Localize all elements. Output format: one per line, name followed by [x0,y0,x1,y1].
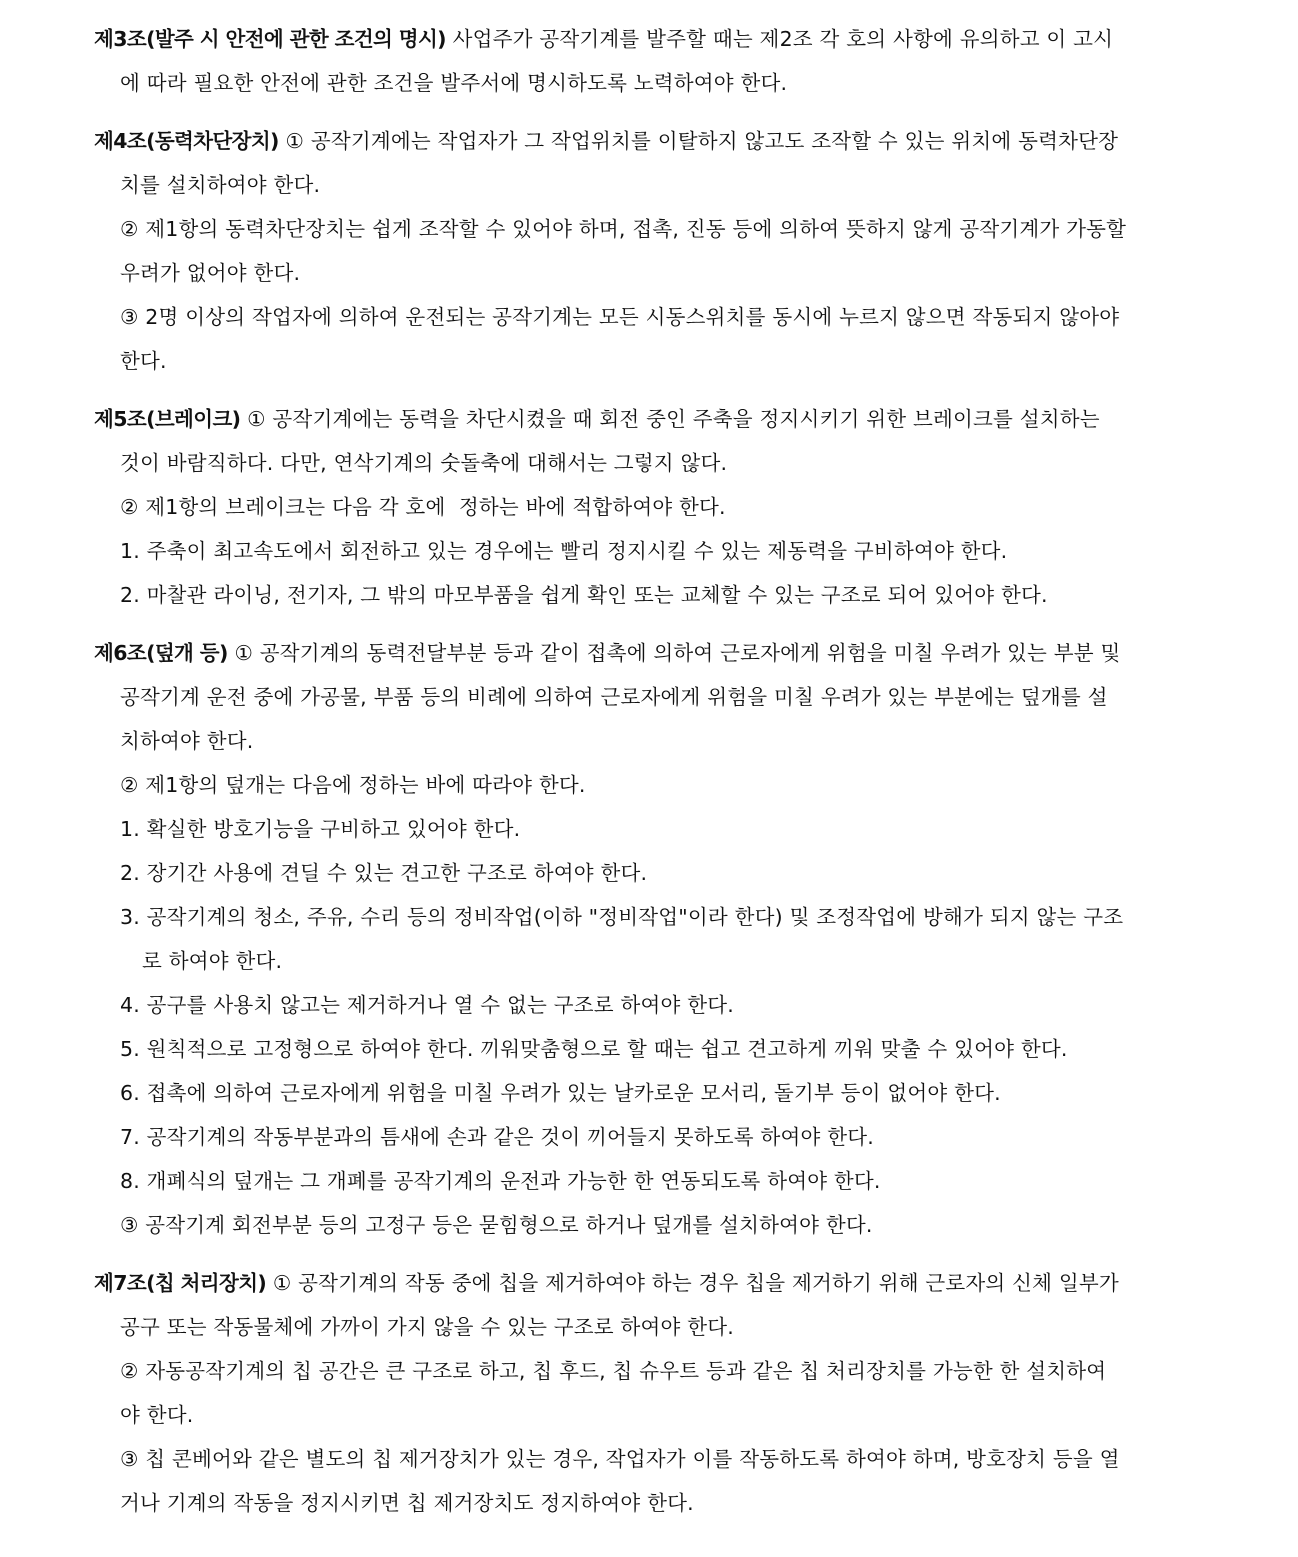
article-text: 거나 기계의 작동을 정지시키면 칩 제거장치도 정지하여야 한다. [120,1491,694,1515]
article-line [94,939,1238,983]
article-text: ① 공작기계의 동력전달부분 등과 같이 접촉에 의하여 근로자에게 위험을 미칠 우려가 있는 부분 및 [227,641,1121,665]
article-line [94,631,1238,675]
article-text: 치하여야 한다. [120,729,254,753]
article-line [94,163,1238,207]
article-title: 제6조(덮개 등) [94,641,228,665]
article-text: ② 제1항의 동력차단장치는 쉽게 조작할 수 있어야 하며, 접촉, 진동 등에 의하여 뜻하지 않게 공작기계가 가동할 [120,217,1127,241]
article-text: 야 한다. [120,1403,194,1427]
article-line [94,851,1238,895]
article-line [94,1305,1238,1349]
article-text: 7. 공작기계의 작동부분과의 틈새에 손과 같은 것이 끼어들지 못하도록 하여야 한다. [120,1125,874,1149]
article-line [94,807,1238,851]
article-text: 사업주가 공작기계를 발주할 때는 제2조 각 호의 사항에 유의하고 이 고시 [445,27,1114,51]
article-text: 6. 접촉에 의하여 근로자에게 위험을 미칠 우려가 있는 날카로운 모서리, 돌기부 등이 없어야 한다. [120,1081,1001,1105]
article-line [94,119,1238,163]
article-text: 치를 설치하여야 한다. [120,173,321,197]
article-line [94,1393,1238,1437]
article-text: ① 공작기계에는 작업자가 그 작업위치를 이탈하지 않고도 조작할 수 있는 위치에 동력차단장 [278,129,1119,153]
article-text: 한다. [120,349,167,373]
article-text: 2. 장기간 사용에 견딜 수 있는 견고한 구조로 하여야 한다. [120,861,648,885]
article-text: ② 제1항의 덮개는 다음에 정하는 바에 따라야 한다. [120,773,586,797]
article-text: 4. 공구를 사용치 않고는 제거하거나 열 수 없는 구조로 하여야 한다. [120,993,734,1017]
article-text: 2. 마찰관 라이닝, 전기자, 그 밖의 마모부품을 쉽게 확인 또는 교체할 수 있는 구조로 되어 있어야 한다. [120,583,1048,607]
article-section [94,119,1238,383]
article-line [94,1159,1238,1203]
article-line [94,1203,1238,1247]
article-text: 5. 원칙적으로 고정형으로 하여야 한다. 끼워맞춤형으로 할 때는 쉽고 견고하게 끼워 맞출 수 있어야 한다. [120,1037,1068,1061]
article-text: ① 공작기계에는 동력을 차단시켰을 때 회전 중인 주축을 정지시키기 위한 브레이크를 설치하는 [240,407,1100,431]
article-line [94,1071,1238,1115]
article-text: 로 하여야 한다. [142,949,283,973]
article-section [94,397,1238,617]
article-text: ① 공작기계의 작동 중에 칩을 제거하여야 하는 경우 칩을 제거하기 위해 근로자의 신체 일부가 [266,1271,1119,1295]
article-text: 우려가 없어야 한다. [120,261,301,285]
article-line [94,1261,1238,1305]
article-text: ③ 공작기계 회전부분 등의 고정구 등은 묻힘형으로 하거나 덮개를 설치하여야 한다. [120,1213,873,1237]
article-line [94,763,1238,807]
article-text: 3. 공작기계의 청소, 주유, 수리 등의 정비작업(이하 "정비작업"이라 한다) 및 조정작업에 방해가 되지 않는 구조 [120,905,1124,929]
article-text: 8. 개폐식의 덮개는 그 개폐를 공작기계의 운전과 가능한 한 연동되도록 하여야 한다. [120,1169,881,1193]
article-line [94,295,1238,339]
article-text: 에 따라 필요한 안전에 관한 조건을 발주서에 명시하도록 노력하여야 한다. [120,71,788,95]
article-line [94,485,1238,529]
article-line [94,1437,1238,1481]
article-line [94,61,1238,105]
article-title: 제5조(브레이크) [94,407,241,431]
article-section [94,1261,1238,1525]
article-title: 제4조(동력차단장치) [94,129,279,153]
article-text: ② 자동공작기계의 칩 공간은 큰 구조로 하고, 칩 후드, 칩 슈우트 등과 같은 칩 처리장치를 가능한 한 설치하여 [120,1359,1107,1383]
article-line [94,1349,1238,1393]
article-title: 제3조(발주 시 안전에 관한 조건의 명시) [94,27,446,51]
article-line [94,1115,1238,1159]
article-line [94,895,1238,939]
article-section [94,631,1238,1247]
article-line [94,719,1238,763]
article-line [94,17,1238,61]
article-section [94,17,1238,105]
article-line [94,1481,1238,1525]
article-line [94,397,1238,441]
article-line [94,573,1238,617]
article-line [94,983,1238,1027]
article-text: ③ 2명 이상의 작업자에 의하여 운전되는 공작기계는 모든 시동스위치를 동시에 누르지 않으면 작동되지 않아야 [120,305,1120,329]
article-line [94,1027,1238,1071]
article-line [94,339,1238,383]
article-text: ③ 칩 콘베어와 같은 별도의 칩 제거장치가 있는 경우, 작업자가 이를 작동하도록 하여야 하며, 방호장치 등을 열 [120,1447,1120,1471]
article-text: 공작기계 운전 중에 가공물, 부품 등의 비례에 의하여 근로자에게 위험을 미칠 우려가 있는 부분에는 덮개를 설 [120,685,1108,709]
article-line [94,441,1238,485]
article-text: 공구 또는 작동물체에 가까이 가지 않을 수 있는 구조로 하여야 한다. [120,1315,734,1339]
article-text: 1. 확실한 방호기능을 구비하고 있어야 한다. [120,817,521,841]
article-line [94,207,1238,251]
article-line [94,251,1238,295]
article-text: 1. 주축이 최고속도에서 회전하고 있는 경우에는 빨리 정지시킬 수 있는 제동력을 구비하여야 한다. [120,539,1008,563]
article-line [94,529,1238,573]
article-text: ② 제1항의 브레이크는 다음 각 호에 정하는 바에 적합하여야 한다. [120,495,726,519]
article-title: 제7조(칩 처리장치) [94,1271,267,1295]
article-text: 것이 바람직하다. 다만, 연삭기계의 숫돌축에 대해서는 그렇지 않다. [120,451,728,475]
article-line [94,675,1238,719]
